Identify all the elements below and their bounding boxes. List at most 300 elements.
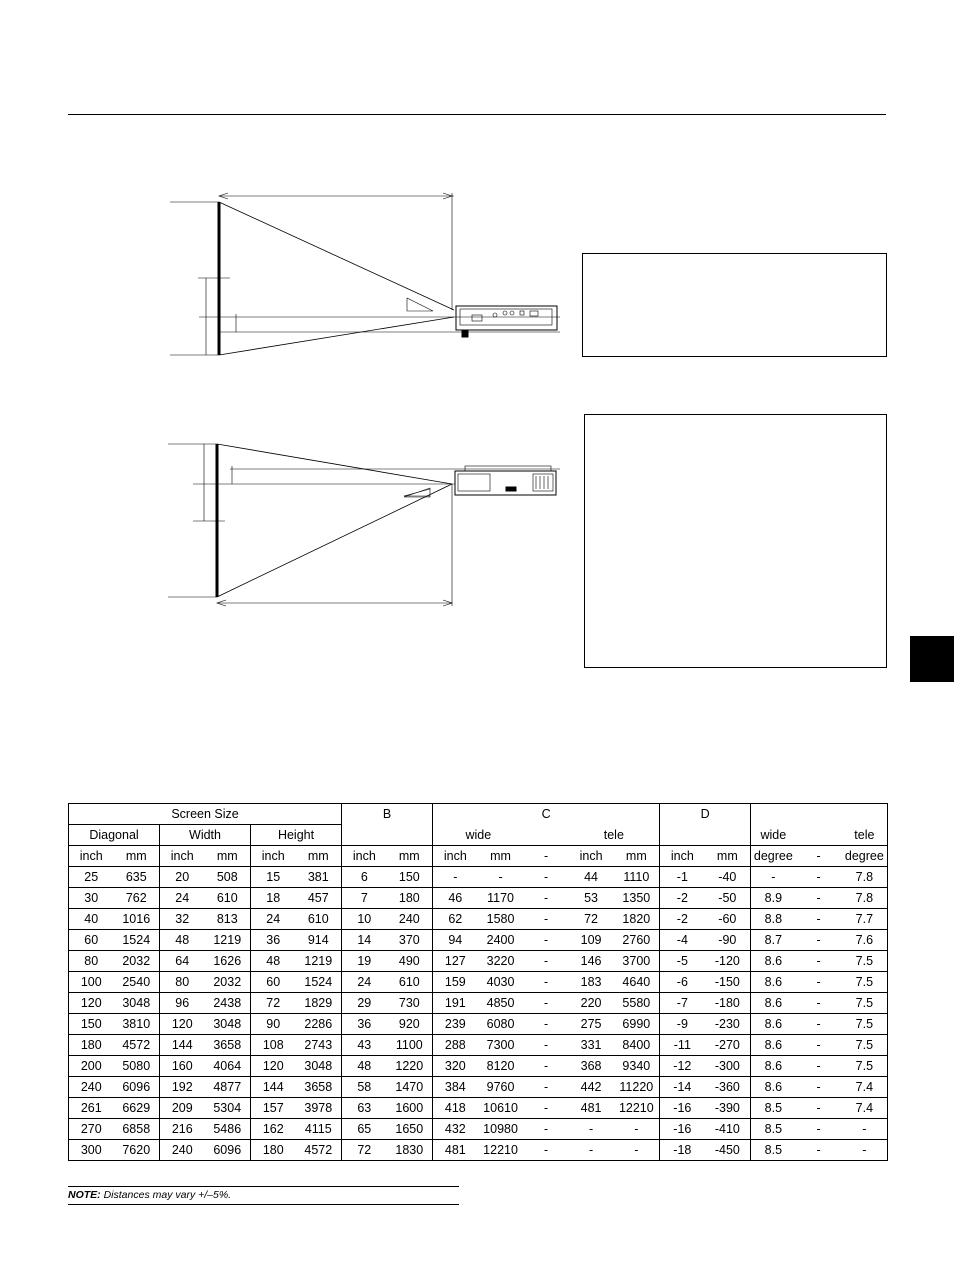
table-cell: 5486	[205, 1119, 251, 1140]
table-cell: 490	[387, 951, 433, 972]
table-cell: 40	[69, 909, 114, 930]
header-angle	[751, 804, 888, 825]
table-cell: 1829	[296, 993, 342, 1014]
table-cell: 127	[433, 951, 478, 972]
table-cell: 2032	[205, 972, 251, 993]
table-cell: -4	[660, 930, 705, 951]
table-cell: 48	[342, 1056, 387, 1077]
table-unit-row	[69, 846, 888, 867]
table-cell: 8.6	[751, 1077, 796, 1098]
table-cell: -	[524, 1140, 569, 1161]
table-cell: -	[524, 993, 569, 1014]
table-cell: 72	[342, 1140, 387, 1161]
table-cell: 8.6	[751, 1014, 796, 1035]
table-cell: 80	[160, 972, 205, 993]
distance-note	[68, 1189, 231, 1201]
table-cell: -	[524, 1014, 569, 1035]
table-cell: -	[796, 1140, 842, 1161]
table-cell: 3978	[296, 1098, 342, 1119]
table-cell: -180	[705, 993, 751, 1014]
table-cell: 7.5	[842, 972, 888, 993]
table-cell: 53	[569, 888, 614, 909]
note-rule-bottom	[68, 1204, 459, 1205]
table-cell: 481	[569, 1098, 614, 1119]
table-cell: 24	[160, 888, 205, 909]
table-cell: -360	[705, 1077, 751, 1098]
table-cell: 8.9	[751, 888, 796, 909]
table-cell: 48	[160, 930, 205, 951]
table-cell: -	[796, 909, 842, 930]
table-cell: 63	[342, 1098, 387, 1119]
table-cell: 3048	[114, 993, 160, 1014]
table-cell: 25	[69, 867, 114, 888]
table-cell: 4064	[205, 1056, 251, 1077]
table-cell: 72	[251, 993, 296, 1014]
table-cell: 7.5	[842, 1014, 888, 1035]
table-cell: -	[524, 1098, 569, 1119]
table-cell: 10980	[478, 1119, 524, 1140]
table-cell: 1170	[478, 888, 524, 909]
table-cell: 96	[160, 993, 205, 1014]
table-cell: -6	[660, 972, 705, 993]
header-d-blank	[660, 825, 751, 846]
table-cell: 3810	[114, 1014, 160, 1035]
table-cell: 1580	[478, 909, 524, 930]
table-cell: -60	[705, 909, 751, 930]
table-cell: -	[524, 1077, 569, 1098]
table-row	[69, 1035, 888, 1056]
unit-cell: inch	[342, 846, 387, 867]
table-cell: -450	[705, 1140, 751, 1161]
table-cell: -	[569, 1140, 614, 1161]
unit-cell: inch	[251, 846, 296, 867]
table-row	[69, 888, 888, 909]
table-data-rows	[69, 867, 888, 1161]
header-b: B	[342, 804, 433, 825]
note-label: NOTE:	[68, 1189, 101, 1201]
header-c: C	[433, 804, 660, 825]
unit-cell: inch	[569, 846, 614, 867]
header-angle-tele: tele	[854, 827, 875, 842]
table-cell: 418	[433, 1098, 478, 1119]
table-cell: -	[796, 1056, 842, 1077]
table-cell: 36	[251, 930, 296, 951]
table-cell: 635	[114, 867, 160, 888]
table-cell: 4850	[478, 993, 524, 1014]
table-row	[69, 930, 888, 951]
table-cell: 90	[251, 1014, 296, 1035]
table-cell: 3220	[478, 951, 524, 972]
table-row	[69, 1098, 888, 1119]
table-cell: 8.8	[751, 909, 796, 930]
table-cell: -	[842, 1119, 888, 1140]
table-cell: 2400	[478, 930, 524, 951]
table-cell: 8.6	[751, 993, 796, 1014]
header-c-blank	[524, 825, 569, 846]
table-cell: 1830	[387, 1140, 433, 1161]
table-cell: 1820	[614, 909, 660, 930]
table-cell: 5080	[114, 1056, 160, 1077]
table-cell: 100	[69, 972, 114, 993]
table-cell: 7.8	[842, 888, 888, 909]
table-cell: 481	[433, 1140, 478, 1161]
table-cell: 220	[569, 993, 614, 1014]
table-cell: 58	[342, 1077, 387, 1098]
table-cell: 144	[251, 1077, 296, 1098]
table-cell: 2540	[114, 972, 160, 993]
unit-cell: inch	[160, 846, 205, 867]
table-cell: -	[524, 888, 569, 909]
table-cell: 1110	[614, 867, 660, 888]
unit-cell: mm	[387, 846, 433, 867]
table-cell: 32	[160, 909, 205, 930]
table-cell: 1100	[387, 1035, 433, 1056]
table-cell: -40	[705, 867, 751, 888]
table-row	[69, 993, 888, 1014]
table-cell: -	[796, 993, 842, 1014]
note-text: Distances may vary +/–5%.	[100, 1189, 232, 1201]
table-cell: 370	[387, 930, 433, 951]
table-cell: 3658	[296, 1077, 342, 1098]
table-cell: 120	[69, 993, 114, 1014]
table-cell: 160	[160, 1056, 205, 1077]
table-cell: 24	[342, 972, 387, 993]
table-cell: 610	[205, 888, 251, 909]
table-cell: 180	[251, 1140, 296, 1161]
table-cell: -390	[705, 1098, 751, 1119]
table-cell: 7.5	[842, 993, 888, 1014]
table-cell: 1524	[114, 930, 160, 951]
info-box-side-view	[582, 253, 887, 357]
table-cell: 4877	[205, 1077, 251, 1098]
table-cell: -	[524, 867, 569, 888]
table-cell: -16	[660, 1119, 705, 1140]
unit-cell: mm	[205, 846, 251, 867]
table-cell: 2760	[614, 930, 660, 951]
table-cell: -	[796, 972, 842, 993]
table-cell: 24	[251, 909, 296, 930]
header-screen-size: Screen Size	[69, 804, 342, 825]
table-cell: -	[433, 867, 478, 888]
top-view-diagram	[168, 444, 560, 606]
table-cell: 180	[387, 888, 433, 909]
table-cell: 442	[569, 1077, 614, 1098]
table-cell: 6080	[478, 1014, 524, 1035]
table-cell: -	[524, 930, 569, 951]
table-group-header-row	[69, 804, 888, 825]
table-cell: 19	[342, 951, 387, 972]
table-cell: -50	[705, 888, 751, 909]
table-cell: 288	[433, 1035, 478, 1056]
table-cell: 3700	[614, 951, 660, 972]
table-cell: 261	[69, 1098, 114, 1119]
section-tab-marker	[910, 636, 954, 682]
table-row	[69, 951, 888, 972]
table-row	[69, 909, 888, 930]
unit-cell: mm	[296, 846, 342, 867]
table-cell: 1016	[114, 909, 160, 930]
unit-cell: mm	[705, 846, 751, 867]
table-cell: -90	[705, 930, 751, 951]
table-cell: 4572	[296, 1140, 342, 1161]
table-cell: 3658	[205, 1035, 251, 1056]
table-cell: 1650	[387, 1119, 433, 1140]
table-cell: 120	[160, 1014, 205, 1035]
table-cell: 7.6	[842, 930, 888, 951]
table-cell: 200	[69, 1056, 114, 1077]
table-cell: 7.5	[842, 951, 888, 972]
unit-cell: inch	[433, 846, 478, 867]
table-cell: -	[796, 867, 842, 888]
table-cell: 2743	[296, 1035, 342, 1056]
table-cell: 30	[69, 888, 114, 909]
table-cell: 180	[69, 1035, 114, 1056]
table-cell: 20	[160, 867, 205, 888]
table-cell: 7.7	[842, 909, 888, 930]
table-cell: 4572	[114, 1035, 160, 1056]
table-cell: -	[842, 1140, 888, 1161]
table-cell: 3048	[296, 1056, 342, 1077]
table-cell: 109	[569, 930, 614, 951]
unit-cell: mm	[114, 846, 160, 867]
table-cell: 8.6	[751, 951, 796, 972]
table-cell: -	[524, 909, 569, 930]
table-cell: 162	[251, 1119, 296, 1140]
table-cell: -	[524, 1035, 569, 1056]
table-cell: 240	[69, 1077, 114, 1098]
table-cell: 6858	[114, 1119, 160, 1140]
table-cell: 120	[251, 1056, 296, 1077]
table-cell: -	[796, 1077, 842, 1098]
unit-cell: -	[524, 846, 569, 867]
table-cell: 7.4	[842, 1077, 888, 1098]
table-cell: 508	[205, 867, 251, 888]
table-cell: 1524	[296, 972, 342, 993]
table-cell: 240	[387, 909, 433, 930]
note-rule-top	[68, 1186, 459, 1187]
table-cell: 7.8	[842, 867, 888, 888]
header-diagonal: Diagonal	[69, 825, 160, 846]
unit-cell: inch	[69, 846, 114, 867]
header-c-tele: tele	[569, 825, 660, 846]
table-cell: -	[796, 1098, 842, 1119]
table-cell: -	[524, 972, 569, 993]
table-cell: 8.6	[751, 972, 796, 993]
unit-cell: -	[796, 846, 842, 867]
table-cell: -5	[660, 951, 705, 972]
table-cell: 8.5	[751, 1140, 796, 1161]
table-cell: 72	[569, 909, 614, 930]
table-cell: 1626	[205, 951, 251, 972]
header-c-wide: wide	[465, 827, 492, 842]
table-cell: 610	[387, 972, 433, 993]
table-cell: 209	[160, 1098, 205, 1119]
table-cell: 48	[251, 951, 296, 972]
table-cell: 150	[387, 867, 433, 888]
table-cell: 64	[160, 951, 205, 972]
table-cell: 144	[160, 1035, 205, 1056]
table-cell: 1219	[205, 930, 251, 951]
table-cell: -	[751, 867, 796, 888]
table-cell: 12210	[614, 1098, 660, 1119]
table-cell: -	[796, 888, 842, 909]
table-cell: -	[478, 867, 524, 888]
table-cell: 150	[69, 1014, 114, 1035]
table-cell: -9	[660, 1014, 705, 1035]
table-cell: 920	[387, 1014, 433, 1035]
table-cell: -12	[660, 1056, 705, 1077]
table-cell: -	[796, 930, 842, 951]
unit-cell: mm	[614, 846, 660, 867]
table-cell: 2438	[205, 993, 251, 1014]
table-cell: 44	[569, 867, 614, 888]
table-cell: 10	[342, 909, 387, 930]
header-d: D	[660, 804, 751, 825]
table-cell: 6096	[205, 1140, 251, 1161]
table-cell: 7.5	[842, 1035, 888, 1056]
table-cell: 8400	[614, 1035, 660, 1056]
table-cell: 6629	[114, 1098, 160, 1119]
table-row	[69, 1077, 888, 1098]
table-cell: 192	[160, 1077, 205, 1098]
table-cell: 8.6	[751, 1035, 796, 1056]
table-cell: 94	[433, 930, 478, 951]
table-cell: 1220	[387, 1056, 433, 1077]
table-cell: -	[796, 1035, 842, 1056]
table-cell: 331	[569, 1035, 614, 1056]
unit-cell: degree	[842, 846, 888, 867]
table-cell: -	[796, 951, 842, 972]
table-cell: -18	[660, 1140, 705, 1161]
table-cell: 4115	[296, 1119, 342, 1140]
unit-cell: mm	[478, 846, 524, 867]
table-cell: 6990	[614, 1014, 660, 1035]
table-cell: 7.5	[842, 1056, 888, 1077]
table-cell: 9760	[478, 1077, 524, 1098]
table-cell: 2032	[114, 951, 160, 972]
table-cell: 7300	[478, 1035, 524, 1056]
table-cell: 216	[160, 1119, 205, 1140]
table-cell: -410	[705, 1119, 751, 1140]
table-cell: 159	[433, 972, 478, 993]
table-cell: 9340	[614, 1056, 660, 1077]
table-row	[69, 867, 888, 888]
table-cell: 457	[296, 888, 342, 909]
table-unit-rows	[69, 846, 888, 867]
table-cell: 432	[433, 1119, 478, 1140]
table-cell: 1470	[387, 1077, 433, 1098]
table-cell: 108	[251, 1035, 296, 1056]
table-cell: 275	[569, 1014, 614, 1035]
table-cell: 813	[205, 909, 251, 930]
table-cell: 4030	[478, 972, 524, 993]
table-cell: 730	[387, 993, 433, 1014]
unit-cell: degree	[751, 846, 796, 867]
table-cell: -230	[705, 1014, 751, 1035]
table-cell: 46	[433, 888, 478, 909]
table-cell: 60	[69, 930, 114, 951]
unit-cell: inch	[660, 846, 705, 867]
table-cell: 2286	[296, 1014, 342, 1035]
table-cell: -	[796, 1014, 842, 1035]
table-row	[69, 1119, 888, 1140]
table-cell: -	[569, 1119, 614, 1140]
table-cell: 14	[342, 930, 387, 951]
table-cell: 8120	[478, 1056, 524, 1077]
table-cell: 7	[342, 888, 387, 909]
table-cell: 5580	[614, 993, 660, 1014]
table-cell: 381	[296, 867, 342, 888]
table-cell: 36	[342, 1014, 387, 1035]
header-height: Height	[251, 825, 342, 846]
table-cell: 1350	[614, 888, 660, 909]
table-cell: -120	[705, 951, 751, 972]
table-cell: 10610	[478, 1098, 524, 1119]
throw-distance-table	[68, 803, 888, 1161]
table-cell: 43	[342, 1035, 387, 1056]
header-angle-wide: wide	[760, 827, 787, 842]
table-cell: -1	[660, 867, 705, 888]
table-cell: 15	[251, 867, 296, 888]
side-view-diagram	[170, 193, 560, 355]
table-cell: 8.7	[751, 930, 796, 951]
table-cell: 7.4	[842, 1098, 888, 1119]
table-cell: 1219	[296, 951, 342, 972]
table-cell: 610	[296, 909, 342, 930]
table-row	[69, 1014, 888, 1035]
table-cell: 65	[342, 1119, 387, 1140]
table-cell: -150	[705, 972, 751, 993]
table-cell: 4640	[614, 972, 660, 993]
table-cell: 914	[296, 930, 342, 951]
table-cell: -16	[660, 1098, 705, 1119]
table-cell: 7620	[114, 1140, 160, 1161]
table-cell: 146	[569, 951, 614, 972]
table-cell: 191	[433, 993, 478, 1014]
table-row	[69, 1140, 888, 1161]
table-row	[69, 1056, 888, 1077]
table-cell: 762	[114, 888, 160, 909]
table-cell: 18	[251, 888, 296, 909]
table-cell: 183	[569, 972, 614, 993]
info-box-top-view	[584, 414, 887, 668]
table-cell: -270	[705, 1035, 751, 1056]
table-cell: 239	[433, 1014, 478, 1035]
table-row	[69, 972, 888, 993]
table-cell: -7	[660, 993, 705, 1014]
table-cell: 320	[433, 1056, 478, 1077]
table-cell: -2	[660, 888, 705, 909]
table-cell: 62	[433, 909, 478, 930]
table-cell: -14	[660, 1077, 705, 1098]
table-cell: 60	[251, 972, 296, 993]
table-cell: 368	[569, 1056, 614, 1077]
table-cell: 80	[69, 951, 114, 972]
table-cell: -300	[705, 1056, 751, 1077]
table-cell: 11220	[614, 1077, 660, 1098]
table-cell: 300	[69, 1140, 114, 1161]
table-cell: -	[796, 1119, 842, 1140]
table-cell: 8.6	[751, 1056, 796, 1077]
header-angle-blank	[796, 825, 842, 846]
table-cell: 8.5	[751, 1119, 796, 1140]
table-cell: 6	[342, 867, 387, 888]
table-cell: -	[524, 1056, 569, 1077]
table-cell: -	[614, 1119, 660, 1140]
table-cell: 157	[251, 1098, 296, 1119]
header-width: Width	[160, 825, 251, 846]
table-cell: 3048	[205, 1014, 251, 1035]
